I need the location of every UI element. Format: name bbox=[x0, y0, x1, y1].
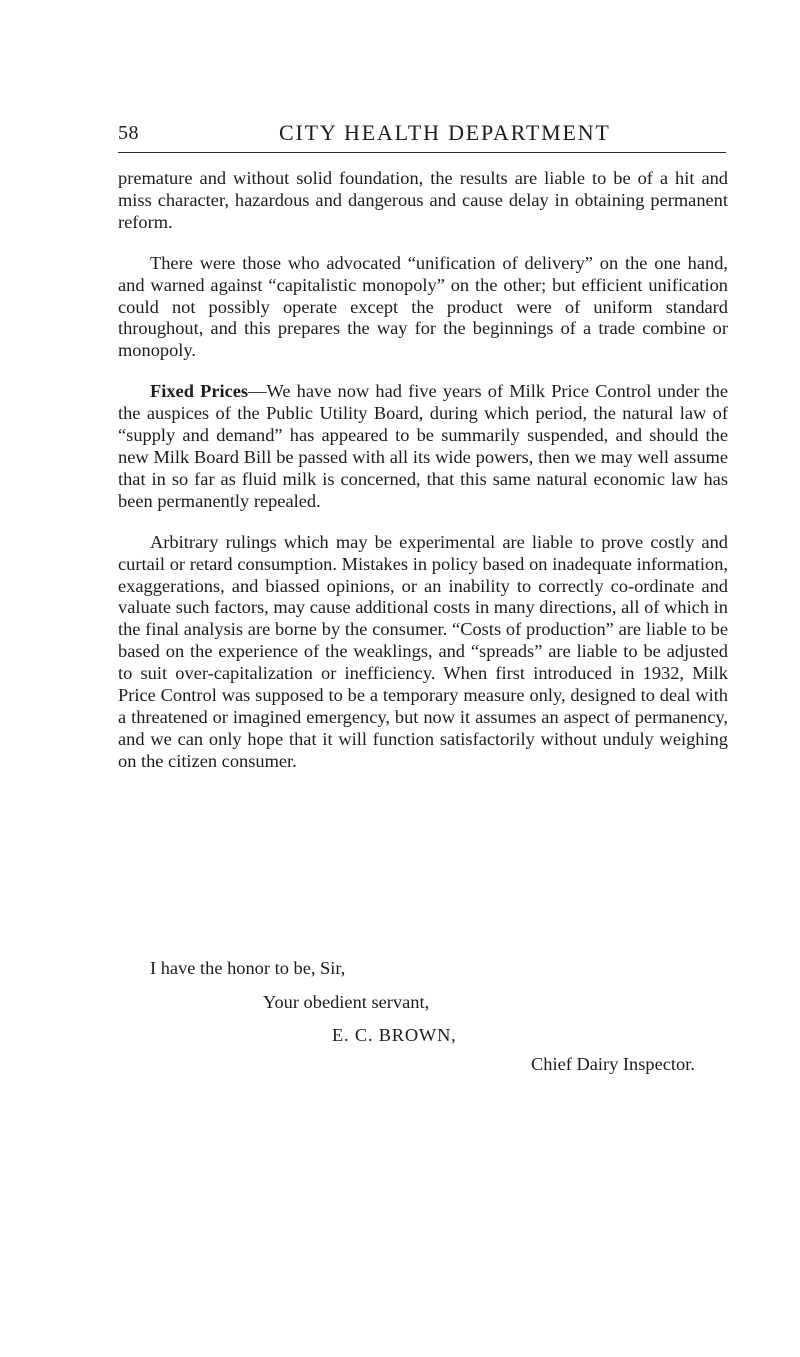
salutation: Your obedient servant, bbox=[263, 992, 430, 1012]
paragraph-3-text: —We have now had five years of Milk Price Control under the the auspices of the Public Utility Board, during which period, the natural law of “supply and demand” has appeared to be summarily suspended, and should the new Milk Board Bill be passed with all its wide powers, then we may well assume that in so far as fluid milk is concerned, that this same natural economic law has been permanently repealed. bbox=[118, 381, 728, 511]
paragraph-1: premature and without solid foundation, the results are liable to be of a hit and miss character, hazardous and dangerous and cause delay in obtaining permanent reform. bbox=[118, 168, 728, 232]
paragraph-4: Arbitrary rulings which may be experimental are liable to prove costly and curtail or retard consumption. Mistakes in policy based on inadequate information, exaggerations, and biassed opinions, or an inability to correctly co-ordinate and valuate such factors, may cause additional costs in many directions, all of which in the final analysis are borne by the consumer. “Costs of production” are liable to be based on the experience of the weaklings, and “spreads” are liable to be adjusted to suit over-capitalization or inefficiency. When first introduced in 1932, Milk Price Control was supposed to be a temporary measure only, designed to deal with a threatened or imagined emergency, but now it assumes an aspect of permanency, and we can only hope that it will function satisfactorily without unduly weighing on the citizen consumer. bbox=[118, 531, 728, 771]
paragraph-3-heading: Fixed Prices bbox=[150, 381, 249, 402]
signature-title: Chief Dairy Inspector. bbox=[531, 1054, 695, 1074]
paragraph-2: There were those who advocated “unification of delivery” on the one hand, and warned against “capitalistic monopoly” on the other; but efficient unification could not possibly operate except the product were of uniform standard throughout, and this prepares the way for the beginnings of a trade combine or monopoly. bbox=[118, 252, 728, 361]
header-title: CITY HEALTH DEPARTMENT bbox=[279, 120, 611, 145]
page-number: 58 bbox=[118, 122, 139, 144]
paragraph-3 bbox=[118, 381, 728, 512]
running-header bbox=[118, 118, 726, 153]
body-text bbox=[118, 168, 728, 792]
closing-line: I have the honor to be, Sir, bbox=[150, 958, 346, 978]
signature-name: E. C. BROWN, bbox=[332, 1025, 457, 1045]
